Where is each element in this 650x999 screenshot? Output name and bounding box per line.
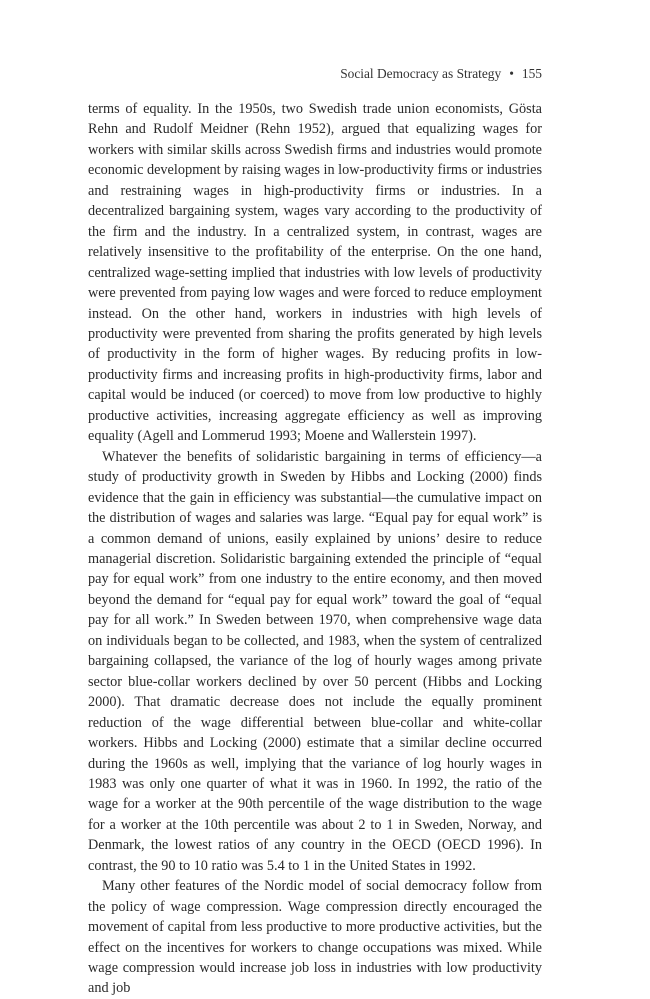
body-text	[88, 99, 542, 999]
paragraph-1: terms of equality. In the 1950s, two Swedish trade union economists, Gösta Rehn and Rudolf Meidner (Rehn 1952), argued that equalizing wages for workers with similar skills across Swedish firms and industries would promote economic development by raising wages in low-productivity firms or industries and restraining wages in high-productivity firms or industries. In a decentralized bargaining system, wages vary according to the productivity of the firm and the industry. In a centralized system, in contrast, wages are relatively insensitive to the profitability of the enterprise. On the one hand, centralized wage-setting implied that industries with low levels of productivity were prevented from paying low wages and were forced to reduce employment instead. On the other hand, workers in industries with high levels of productivity were prevented from sharing the profits generated by high levels of productivity in the form of higher wages. By reducing profits in low-productivity firms and increasing profits in high-productivity firms, labor and capital would be induced (or coerced) to move from low productive to highly productive activities, increasing aggregate efficiency as well as improving equality (Agell and Lommerud 1993; Moene and Wallerstein 1997).	[88, 101, 542, 445]
running-head	[340, 66, 542, 82]
paragraph-3: Many other features of the Nordic model of social democracy follow from the policy of wage compression. Wage compression directly encouraged the movement of capital from less productive to more productive activities, but the effect on the incentives for workers to change occupations was mixed. While wage compression would increase job loss in industries with low productivity and job	[88, 878, 542, 997]
page-number: 155	[521, 66, 542, 81]
paragraph-2: Whatever the benefits of solidaristic bargaining in terms of efficiency—a study of productivity growth in Sweden by Hibbs and Locking (2000) finds evidence that the gain in efficiency was substantial—the cumulative impact on the distribution of wages and salaries was large. “Equal pay for equal work” is a common demand of unions, easily explained by unions’ desire to reduce managerial discretion. Solidaristic bargaining extended the principle of “equal pay for equal work” from one industry to the entire economy, and then moved beyond the demand for “equal pay for equal work” toward the goal of “equal pay for all work.” In Sweden between 1970, when comprehensive wage data on individuals began to be collected, and 1983, when the system of centralized bargaining collapsed, the variance of the log of hourly wages among private sector blue-collar workers declined by over 50 percent (Hibbs and Locking 2000). That dramatic decrease does not include the equally prominent reduction of the wage differential between blue-collar and white-collar workers. Hibbs and Locking (2000) estimate that a similar decline occurred during the 1960s as well, implying that the variance of log hourly wages in 1983 was only one quarter of what it was in 1960. In 1992, the ratio of the wage for a worker at the 90th percentile of the wage distribution to the wage for a worker at the 10th percentile was about 2 to 1 in Sweden, Norway, and Denmark, the lowest ratios of any country in the OECD (OECD 1996). In contrast, the 90 to 10 ratio was 5.4 to 1 in the United States in 1992.	[88, 448, 542, 874]
header-separator: •	[509, 66, 514, 81]
running-title: Social Democracy as Strategy	[340, 66, 502, 81]
